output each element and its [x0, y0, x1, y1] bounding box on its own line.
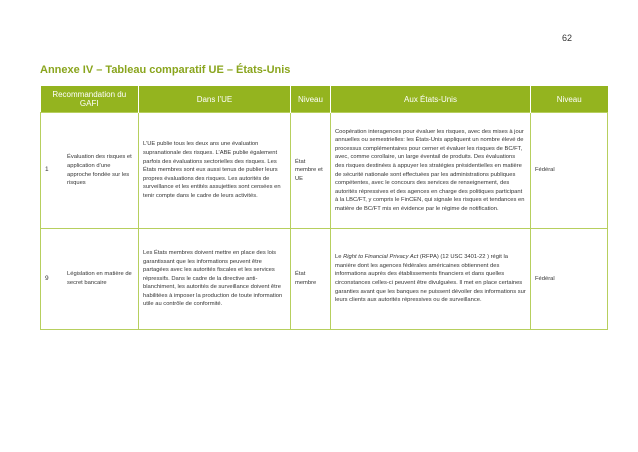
us-cell: Coopération interagences pour évaluer les risques, avec des mises à jour annuelles ou semestrielles: les États-Unis appliquent un nombre élevé de processus complémentaires pour cerner et évaluer les risques de BC/FT, avec, comme corollaire, un large éventail de produits. Des évaluations des risques destinées à appuyer les stratégies présidentielles en matière de sécurité nationale sont effectuées par les administrations publiques compétentes, avec le concours des services de renseignement, des autorités répressives et des agences en charge des politiques participant à la LBC/FT, y compris le FinCEN, qui signale les risques et tendances en matière de BC/FT mis en évidence par le régime de notification.	[331, 113, 531, 229]
niveau-us-cell: Fédéral	[531, 229, 608, 330]
recommandation-cell	[41, 229, 139, 330]
header-niveau-us: Niveau	[531, 86, 608, 113]
page-title: Annexe IV – Tableau comparatif UE – États-Unis	[40, 64, 291, 76]
niveau-ue-cell: État membre et UE	[291, 113, 331, 229]
header-aux-etats-unis: Aux États-Unis	[331, 86, 531, 113]
ue-cell: Les États membres doivent mettre en place des lois garantissant que les informations peuvent être partagées avec les autorités fiscales et les services répressifs. Dans le cadre de la directive anti-blanchiment, les autorités de surveillance doivent être habilitées à imposer la production de toute information utile au contrôle de conformité.	[139, 229, 291, 330]
table-row	[41, 113, 608, 229]
ue-cell: L’UE publie tous les deux ans une évaluation supranationale des risques. L’ABE publie également parfois des évaluations sectorielles des risques. Les États membres sont eux aussi tenus de publier leurs propres évaluations des risques. Les autorités de surveillance et les entités assujetties sont censées en tenir compte dans le cadre de leurs activités.	[139, 113, 291, 229]
recommandation-text: Évaluation des risques et application d’une approche fondée sur les risques	[67, 154, 132, 187]
table-row	[41, 229, 608, 330]
us-text-prefix: Le	[335, 254, 344, 261]
row-number: 9	[45, 274, 49, 282]
niveau-ue-cell: État membre	[291, 229, 331, 330]
page-number: 62	[561, 33, 572, 43]
table-header-row	[41, 86, 608, 113]
header-niveau-ue: Niveau	[291, 86, 331, 113]
header-dans-ue: Dans l’UE	[139, 86, 291, 113]
recommandation-cell	[41, 113, 139, 229]
act-name: Right to Financial Privacy Act	[343, 254, 419, 261]
header-recommandation: Recommandation du GAFI	[41, 86, 139, 113]
row-number: 1	[45, 166, 49, 174]
comparison-table	[40, 86, 608, 330]
niveau-us-cell: Fédéral	[531, 113, 608, 229]
us-text-rest: (RFPA) (12 USC 3401-22 ) régit la manière dont les agences fédérales américaines obtiennent des informations auprès des établissements financiers et dans quelles circonstances celles-ci peuvent être divulguées. Il met en place certaines garanties avant que les banques ne puissent dévoiler des informations sur leurs clients aux autorités répressives ou de surveillance.	[335, 254, 526, 304]
recommandation-text: Législation en matière de secret bancaire	[67, 271, 132, 286]
us-cell	[331, 229, 531, 330]
